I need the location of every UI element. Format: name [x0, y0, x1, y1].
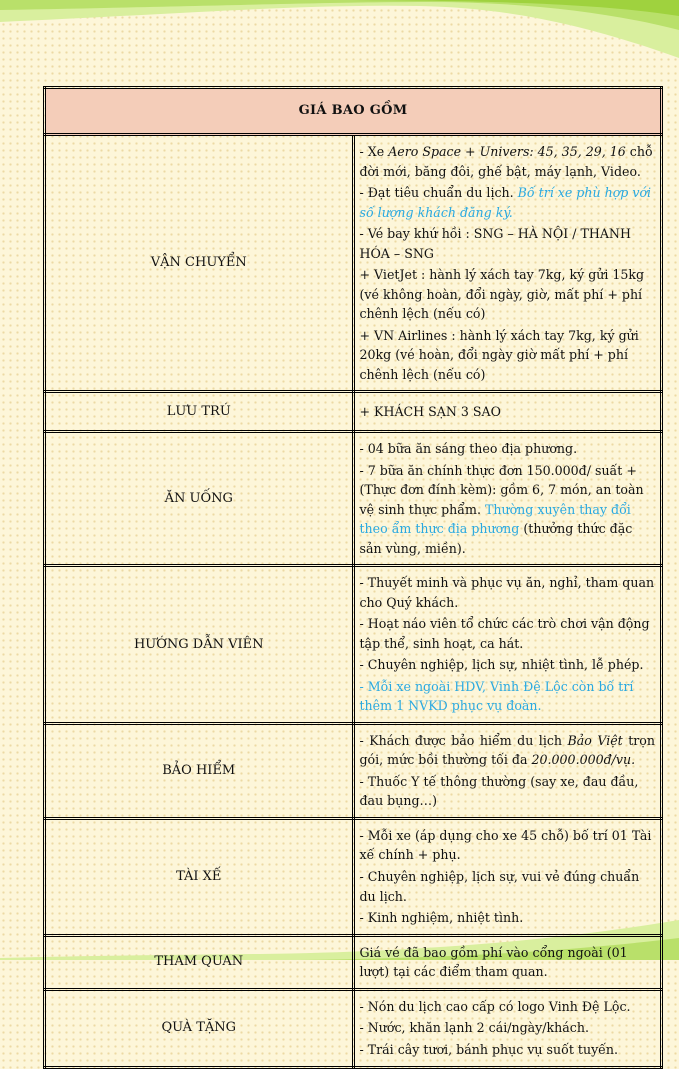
label-bao-hiem: BẢO HIỂM [45, 723, 354, 818]
price-includes-table [43, 86, 663, 1069]
row-qua-tang [45, 989, 662, 1067]
row-tham-quan [45, 935, 662, 989]
content-luu-tru: + KHÁCH SẠN 3 SAO [353, 392, 662, 432]
label-luu-tru: LƯU TRÚ [45, 392, 354, 432]
vn-airlines-line: + VN Airlines : hành lý xách tay 7kg, ký gửi 20kg (vé hoàn, đổi ngày giờ mất phí + phí chênh lệch (nếu có) [359, 327, 639, 382]
label-van-chuyen: VẬN CHUYỂN [45, 135, 354, 392]
content-bao-hiem: - Khách được bảo hiểm du lịch Bảo Việt trọn gói, mức bồi thường tối đa 20.000.000đ/vụ. - Thuốc Y tế thông thường (say xe, đau đầu, đau bụng…) [353, 723, 662, 818]
content-huong-dan-vien: - Thuyết minh và phục vụ ăn, nghỉ, tham quan cho Quý khách. - Hoạt náo viên tổ chức các trò chơi vận động tập thể, sinh hoạt, ca hát. - Chuyên nghiệp, lịch sự, nhiệt tình, lễ phép. - Mỗi xe ngoài HDV, Vinh Đệ Lộc còn bố trí thêm 1 NVKD phục vụ đoàn. [353, 566, 662, 724]
food-note-blue: Thường xuyên thay đổi theo ẩm thực địa phương [359, 501, 631, 537]
row-huong-dan-vien [45, 566, 662, 724]
table-title: GIÁ BAO GỒM [45, 88, 662, 135]
row-bao-hiem [45, 723, 662, 818]
content-an-uong: - 04 bữa ăn sáng theo địa phương. - 7 bữa ăn chính thực đơn 150.000đ/ suất + (Thực đơn đính kèm): gồm 6, 7 món, an toàn vệ sinh thực phẩm. Thường xuyên thay đổi theo ẩm thực địa phương (thưởng thức đặc sản vùng, miền). [353, 432, 662, 566]
bus-note-blue: Bố trí xe phù hợp với số lượng khách đăng ký. [359, 185, 652, 220]
row-luu-tru [45, 392, 662, 432]
label-an-uong: ĂN UỐNG [45, 432, 354, 566]
row-tai-xe [45, 818, 662, 935]
flight-line: - Vé bay khứ hồi : SNG – HÀ NỘI / THANH HÓA – SNG [359, 226, 631, 261]
bus-brands: Aero Space + Univers: 45, 35, 29, 16 [388, 144, 626, 159]
top-green-wave-decoration [0, 0, 679, 80]
vietjet-line: + VietJet : hành lý xách tay 7kg, ký gửi 15kg (vé không hoàn, đổi ngày, giờ, mất phí + phí chênh lệch (nếu có) [359, 267, 645, 322]
label-tai-xe: TÀI XẾ [45, 818, 354, 935]
guide-note-blue: - Mỗi xe ngoài HDV, Vinh Đệ Lộc còn bố trí thêm 1 NVKD phục vụ đoàn. [359, 678, 634, 714]
content-van-chuyen: - Xe Aero Space + Univers: 45, 35, 29, 16 chỗ đời mới, băng đôi, ghế bật, máy lạnh, Video. - Đạt tiêu chuẩn du lịch. Bố trí xe phù hợp với số lượng khách đăng ký. - Vé bay khứ hồi : SNG – HÀ NỘI / THANH HÓA – SNG + VietJet : hành lý xách tay 7kg, ký gửi 15kg (vé không hoàn, đổi ngày, giờ, mất phí + phí chênh lệch (nếu có) + VN Airlines : hành lý xách tay 7kg, ký gửi 20kg (vé hoàn, đổi ngày giờ mất phí + phí chênh lệch (nếu có) [353, 135, 662, 392]
content-qua-tang: - Nón du lịch cao cấp có logo Vinh Đệ Lộc. - Nước, khăn lạnh 2 cái/ngày/khách. - Trái cây tươi, bánh phục vụ suốt tuyến. [353, 989, 662, 1067]
row-van-chuyen [45, 135, 662, 392]
content-tai-xe: - Mỗi xe (áp dụng cho xe 45 chỗ) bố trí 01 Tài xế chính + phụ. - Chuyên nghiệp, lịch sự, vui vẻ đúng chuẩn du lịch. - Kinh nghiệm, nhiệt tình. [353, 818, 662, 935]
label-qua-tang: QUÀ TẶNG [45, 989, 354, 1067]
content-tham-quan: Giá vé đã bao gồm phí vào cổng ngoài (01 lượt) tại các điểm tham quan. [353, 935, 662, 989]
label-huong-dan-vien: HƯỚNG DẪN VIÊN [45, 566, 354, 724]
label-tham-quan: THAM QUAN [45, 935, 354, 989]
row-an-uong [45, 432, 662, 566]
